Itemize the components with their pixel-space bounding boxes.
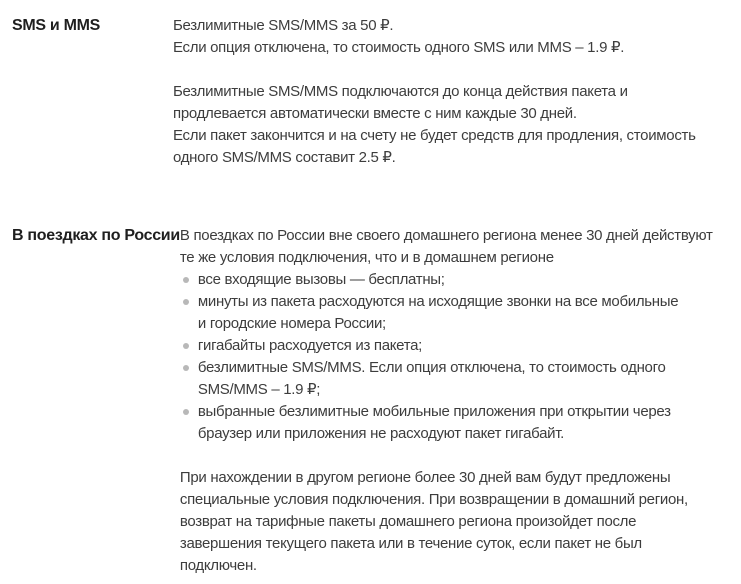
list-item xyxy=(180,401,736,445)
bullet-icon xyxy=(183,299,189,305)
text-line: Безлимитные SMS/MMS за 50 ₽. xyxy=(173,17,394,34)
list-item xyxy=(180,269,736,291)
section-row-0 xyxy=(0,15,741,169)
bullet-icon xyxy=(183,277,189,283)
text-line: все входящие вызовы — бесплатны; xyxy=(197,271,445,288)
text-line: подключен. xyxy=(179,557,257,574)
bullet-icon xyxy=(183,409,189,415)
text-line: безлимитные SMS/MMS. Если опция отключена, то стоимость одного xyxy=(197,359,666,376)
text-line: минуты из пакета расходуются на исходящие звонки на все мобильные xyxy=(197,293,679,310)
paragraph xyxy=(180,225,736,269)
bullet-icon xyxy=(183,343,189,349)
section-label: В поездках по России xyxy=(12,227,180,244)
text-line: браузер или приложения не расходуют пакет гигабайт. xyxy=(197,425,564,442)
text-line: При нахождении в другом регионе более 30 дней вам будут предложены xyxy=(179,469,671,486)
text-line: гигабайты расходуется из пакета; xyxy=(197,337,423,354)
text-line: выбранные безлимитные мобильные приложения при открытии через xyxy=(197,403,671,420)
text-line: возврат на тарифные пакеты домашнего региона произойдет после xyxy=(179,513,637,530)
list-item xyxy=(180,357,736,401)
text-line: продлевается автоматически вместе с ним каждые 30 дней. xyxy=(173,105,577,122)
text-line: Если опция отключена, то стоимость одного SMS или MMS – 1.9 ₽. xyxy=(173,39,625,56)
bullet-icon xyxy=(183,365,189,371)
list-item xyxy=(180,291,736,335)
section-row-1 xyxy=(0,225,741,577)
paragraph xyxy=(173,81,729,169)
text-line: Безлимитные SMS/MMS подключаются до конца действия пакета и xyxy=(173,83,628,100)
text-line: SMS/MMS – 1.9 ₽; xyxy=(197,381,321,398)
paragraph xyxy=(173,15,729,59)
list-item xyxy=(180,335,736,357)
text-line: завершения текущего пакета или в течение суток, если пакет не был xyxy=(179,535,642,552)
text-line: Если пакет закончится и на счету не будет средств для продления, стоимость xyxy=(173,127,696,144)
text-line: специальные условия подключения. При возвращении в домашний регион, xyxy=(179,491,688,508)
section-label: SMS и MMS xyxy=(12,17,101,34)
paragraph xyxy=(180,467,736,577)
section-content xyxy=(173,15,729,169)
text-line: те же условия подключения, что и в домашнем регионе xyxy=(179,249,554,266)
bullet-list xyxy=(180,269,736,445)
text-line: одного SMS/MMS составит 2.5 ₽. xyxy=(173,149,396,166)
text-line: и городские номера России; xyxy=(197,315,386,332)
text-line: В поездках по России вне своего домашнего региона менее 30 дней действуют xyxy=(179,227,713,244)
section-content xyxy=(180,225,736,577)
